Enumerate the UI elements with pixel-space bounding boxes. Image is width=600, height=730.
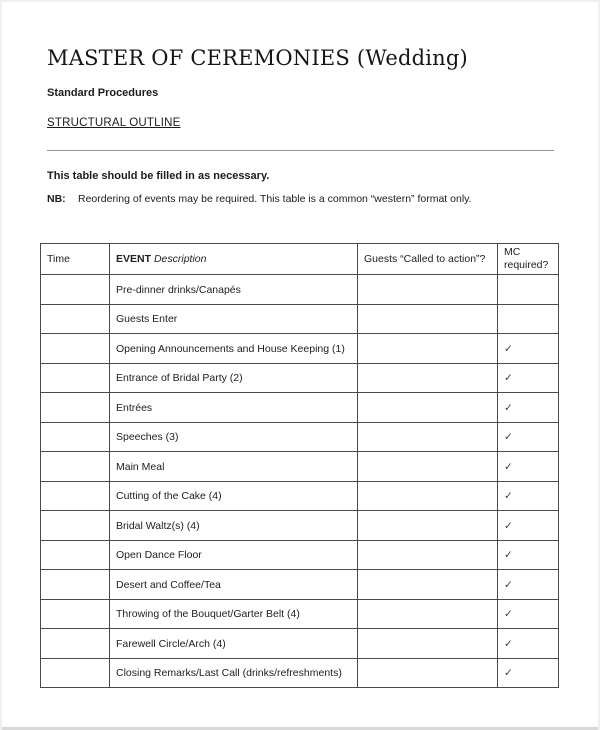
guests-cell xyxy=(358,540,498,570)
guests-cell xyxy=(358,452,498,482)
guests-cell xyxy=(358,629,498,659)
time-cell xyxy=(41,363,110,393)
table-row xyxy=(41,540,559,570)
mc-check-cell: ✓ xyxy=(498,452,559,482)
event-cell: Pre-dinner drinks/Canapés xyxy=(110,275,358,305)
mc-check-cell: ✓ xyxy=(498,422,559,452)
page-title: MASTER OF CEREMONIES (Wedding) xyxy=(47,46,468,70)
guests-cell xyxy=(358,570,498,600)
guests-cell xyxy=(358,275,498,305)
event-cell: Entrance of Bridal Party (2) xyxy=(110,363,358,393)
guests-cell xyxy=(358,511,498,541)
section-heading: STRUCTURAL OUTLINE xyxy=(47,117,181,130)
nb-note xyxy=(47,193,554,205)
guests-cell xyxy=(358,422,498,452)
mc-check-cell: ✓ xyxy=(498,540,559,570)
mc-check-cell: ✓ xyxy=(498,393,559,423)
table-row xyxy=(41,629,559,659)
event-cell: Bridal Waltz(s) (4) xyxy=(110,511,358,541)
table-row xyxy=(41,334,559,364)
event-cell: Opening Announcements and House Keeping (1) xyxy=(110,334,358,364)
time-cell xyxy=(41,393,110,423)
events-table xyxy=(40,243,559,688)
mc-check-cell: ✓ xyxy=(498,363,559,393)
mc-check-cell: ✓ xyxy=(498,481,559,511)
time-cell xyxy=(41,275,110,305)
event-cell: Entrées xyxy=(110,393,358,423)
mc-check-cell: ✓ xyxy=(498,658,559,688)
event-cell: Closing Remarks/Last Call (drinks/refreshments) xyxy=(110,658,358,688)
table-row xyxy=(41,452,559,482)
table-row xyxy=(41,422,559,452)
time-cell xyxy=(41,540,110,570)
header-guests: Guests “Called to action”? xyxy=(358,244,498,275)
nb-text: Reordering of events may be required. This table is a common “western” format only. xyxy=(78,193,472,206)
event-cell: Throwing of the Bouquet/Garter Belt (4) xyxy=(110,599,358,629)
time-cell xyxy=(41,481,110,511)
time-cell xyxy=(41,304,110,334)
event-cell: Speeches (3) xyxy=(110,422,358,452)
table-row xyxy=(41,599,559,629)
time-cell xyxy=(41,629,110,659)
header-event-description: Description xyxy=(153,252,207,265)
time-cell xyxy=(41,334,110,364)
time-cell xyxy=(41,658,110,688)
header-event xyxy=(110,244,358,275)
header-mc: MC required? xyxy=(498,244,559,275)
guests-cell xyxy=(358,334,498,364)
mc-check-cell xyxy=(498,275,559,305)
mc-check-cell: ✓ xyxy=(498,511,559,541)
mc-check-cell: ✓ xyxy=(498,629,559,659)
header-event-label: EVENT xyxy=(116,252,152,265)
event-cell: Main Meal xyxy=(110,452,358,482)
table-row xyxy=(41,511,559,541)
event-cell: Guests Enter xyxy=(110,304,358,334)
table-row xyxy=(41,481,559,511)
horizontal-rule xyxy=(47,150,554,151)
guests-cell xyxy=(358,481,498,511)
table-row xyxy=(41,393,559,423)
mc-check-cell: ✓ xyxy=(498,334,559,364)
event-cell: Desert and Coffee/Tea xyxy=(110,570,358,600)
mc-check-cell: ✓ xyxy=(498,599,559,629)
table-row xyxy=(41,570,559,600)
guests-cell xyxy=(358,304,498,334)
event-cell: Farewell Circle/Arch (4) xyxy=(110,629,358,659)
table-row xyxy=(41,275,559,305)
instruction-text: This table should be filled in as necessary. xyxy=(47,170,270,183)
mc-check-cell xyxy=(498,304,559,334)
subtitle: Standard Procedures xyxy=(47,87,159,100)
time-cell xyxy=(41,452,110,482)
time-cell xyxy=(41,511,110,541)
guests-cell xyxy=(358,599,498,629)
time-cell xyxy=(41,570,110,600)
time-cell xyxy=(41,599,110,629)
mc-check-cell: ✓ xyxy=(498,570,559,600)
table-header-row xyxy=(41,244,559,275)
time-cell xyxy=(41,422,110,452)
event-cell: Open Dance Floor xyxy=(110,540,358,570)
table-row xyxy=(41,658,559,688)
guests-cell xyxy=(358,658,498,688)
table-row xyxy=(41,304,559,334)
event-cell: Cutting of the Cake (4) xyxy=(110,481,358,511)
nb-label: NB: xyxy=(47,193,66,206)
table-row xyxy=(41,363,559,393)
guests-cell xyxy=(358,363,498,393)
header-time: Time xyxy=(41,244,110,275)
guests-cell xyxy=(358,393,498,423)
